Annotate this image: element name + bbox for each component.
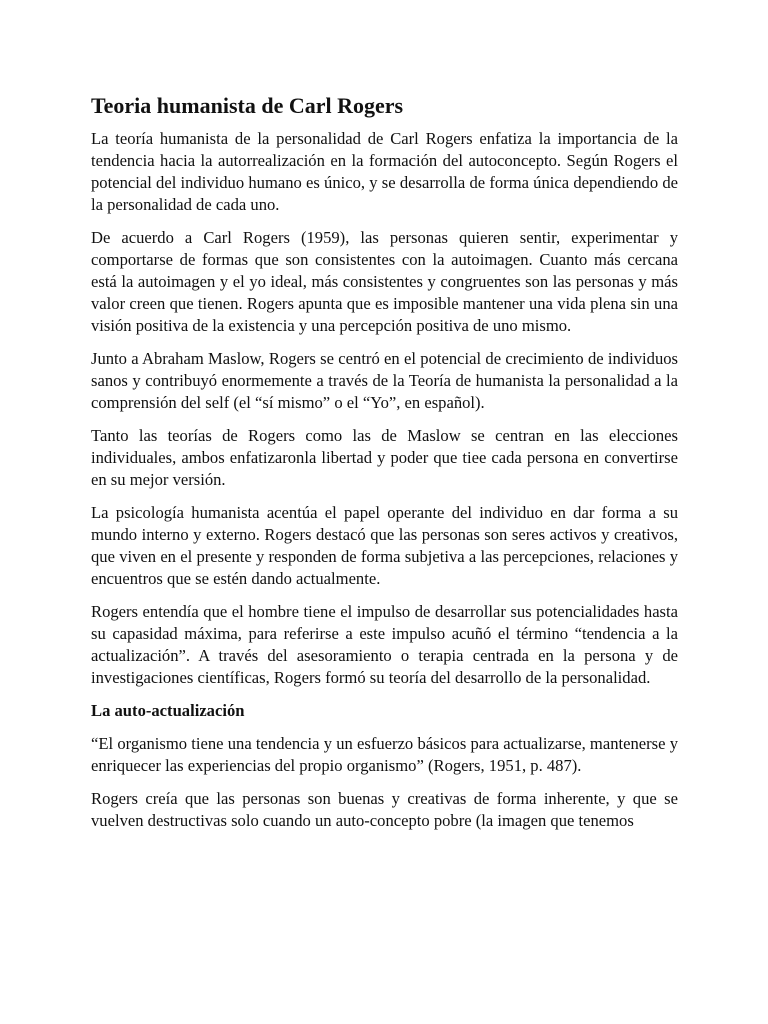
paragraph-maslow: Junto a Abraham Maslow, Rogers se centró en el potencial de crecimiento de individuos sanos y contribuyó enormemente a través de la Teoría de humanista la personalidad a la comprensión del self (el “sí mismo” o el “Yo”, en español).: [91, 349, 678, 412]
paragraph-tendencia-actualizacion: Rogers entendía que el hombre tiene el impulso de desarrollar sus potencialidades hasta su capasidad máxima, para referirse a este impulso acuñó el término “tendencia a la actualización”. A través del asesoramiento o terapia centrada en la persona y de investigaciones científicas, Rogers formó su teoría del desarrollo de la personalidad.: [91, 602, 678, 687]
paragraph-quote: “El organismo tiene una tendencia y un esfuerzo básicos para actualizarse, mantenerse y enriquecer las experiencias del propio organismo” (Rogers, 1951, p. 487).: [91, 734, 678, 775]
paragraph-creatividad: Rogers creía que las personas son buenas y creativas de forma inherente, y que se vuelven destructivas solo cuando un auto-concepto pobre (la imagen que tenemos: [91, 789, 678, 830]
paragraph-rogers-1959: De acuerdo a Carl Rogers (1959), las personas quieren sentir, experimentar y comportarse de formas que son consistentes con la autoimagen. Cuanto más cercana está la autoimagen y el yo ideal, más consistentes y congruentes son las personas y más valor creen que tienen. Rogers apunta que es imposible mantener una vida plena sin una visión positiva de la existencia y una percepción positiva de uno mismo.: [91, 228, 678, 335]
paragraph-intro: La teoría humanista de la personalidad de Carl Rogers enfatiza la importancia de la tendencia hacia la autorrealización en la formación del autoconcepto. Según Rogers el potencial del individuo humano es único, y se desarrolla de forma única dependiendo de la personalidad de cada uno.: [91, 129, 678, 214]
paragraph-elecciones: Tanto las teorías de Rogers como las de Maslow se centran en las elecciones individuales, ambos enfatizaronla libertad y poder que tiee cada persona en convertirse en su mejor versión.: [91, 426, 678, 489]
document-page: [91, 92, 678, 843]
paragraph-psicologia-humanista: La psicología humanista acentúa el papel operante del individuo en dar forma a su mundo interno y externo. Rogers destacó que las personas son seres activos y creativos, que viven en el presente y responden de forma subjetiva a las percepciones, relaciones y encuentros que se estén dando actualmente.: [91, 503, 678, 588]
section-heading: La auto-actualización: [91, 701, 245, 720]
document-title: Teoria humanista de Carl Rogers: [91, 93, 404, 118]
